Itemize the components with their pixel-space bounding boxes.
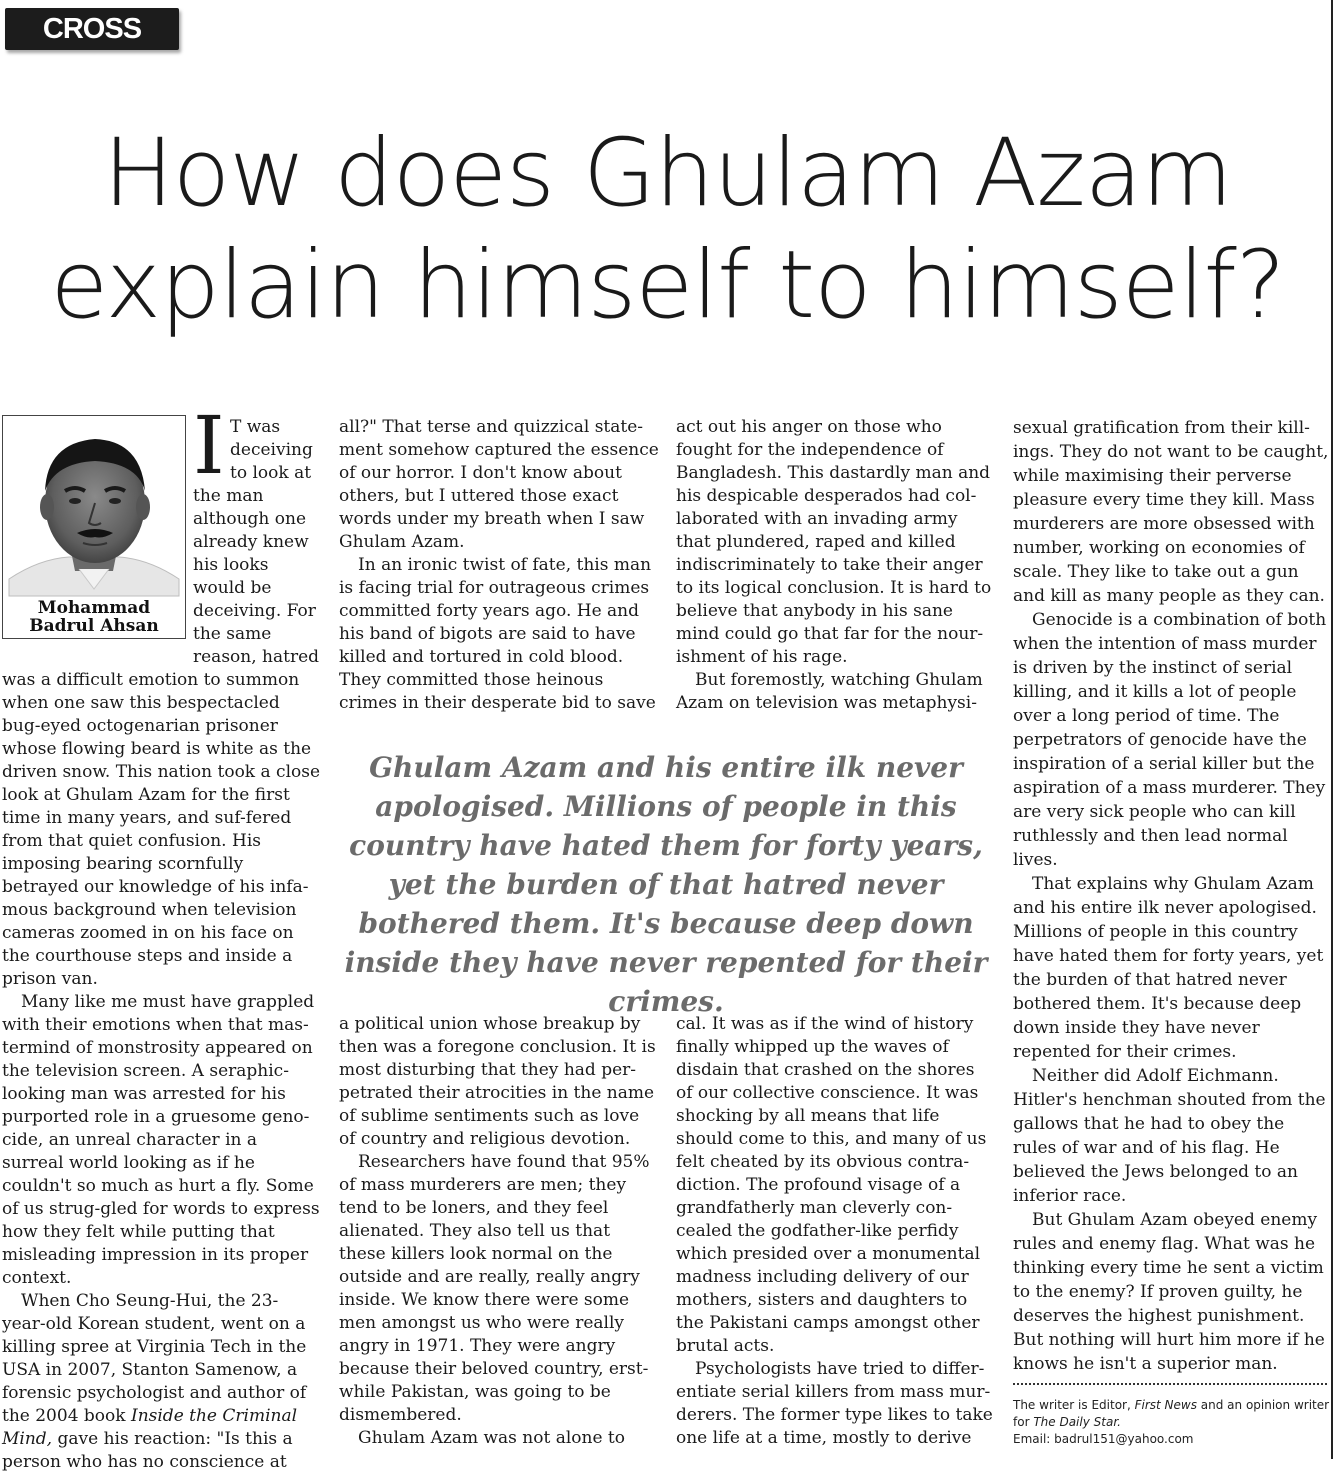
- paragraph: But Ghulam Azam obeyed enemy rules and enemy flag. What was he thinking every time he sent a victim to the enemy? If proven guilty, he deserves the highest punishment. But nothing will hurt him more if he knows he isn't a superior man.: [1013, 1210, 1325, 1374]
- intro-line: T was: [230, 417, 281, 437]
- headline-line-1: How does Ghulam Azam: [103, 119, 1232, 228]
- author-byline: [3, 599, 185, 635]
- paragraph: That explains why Ghulam Azam and his entire ilk never apologised. Millions of people in this country have hated them for forty years, yet the burden of that hatred never bothered them. It's because deep down inside they have never repented for their crimes.: [1013, 874, 1324, 1062]
- paragraph: sexual gratification from their kill-ings. They do not want to be caught, while maximising their perverse pleasure every time they kill. Mass murderers are more obsessed with number, working on economies of scale. They like to take out a gun and kill as many people as they can.: [1013, 418, 1329, 606]
- drop-cap: I: [193, 399, 225, 492]
- intro-line: already knew: [193, 532, 309, 552]
- intro-line: would be: [193, 578, 272, 598]
- column-4: [1013, 416, 1331, 1376]
- author-photo-box: [2, 415, 186, 639]
- paragraph: Neither did Adolf Eichmann. Hitler's henchman shouted from the gallows that he had to obey the rules of war and of his flag. He believed the Jews belonged to an inferior race.: [1013, 1066, 1326, 1206]
- intro-line: although one: [193, 509, 307, 529]
- paragraph: Many like me must have grappled with their emotions when that mas-termind of monstrosity appeared on the television screen. A seraphic-looking man was arrested for his purported role in a gruesome geno-cide, an unreal character in a surreal world looking as if he couldn't so much as hurt a fly. Some of us strug-gled for words to express how they felt while putting that misleading impression in its proper context.: [2, 992, 320, 1288]
- paragraph: Ghulam Azam was not alone to: [358, 1428, 625, 1448]
- dotted-separator: [1013, 1383, 1327, 1385]
- author-email: Email: badrul151@yahoo.com: [1013, 1432, 1194, 1446]
- intro-lines-beside-photo: [193, 416, 321, 669]
- intro-line: the same: [193, 624, 272, 644]
- section-kicker: CROSS TALK: [5, 8, 179, 50]
- paragraph: a political union whose breakup by then was a foregone conclusion. It is most disturbing that they had per-petrated their atrocities in the name of sublime sentiments such as love of country and religious devotion.: [339, 1014, 656, 1149]
- paragraph: act out his anger on those who fought for the independence of Bangladesh. This dastardly man and his despicable desperados had col-laborated with an invading army that plundered, raped and killed indiscriminately to take their anger to its logical conclusion. It is hard to believe that anybody in his sane mind could go that far for the nour-ishment of his rage.: [676, 417, 992, 667]
- intro-line: the man: [193, 486, 264, 506]
- intro-line: deceiving: [230, 440, 313, 460]
- column-3-top: [676, 416, 996, 715]
- publication-name: First News: [1134, 1398, 1197, 1412]
- column-3-bottom: [676, 1013, 996, 1450]
- intro-line: his looks: [193, 555, 269, 575]
- headline-line-2: explain himself to himself?: [50, 231, 1285, 340]
- paragraph: cal. It was as if the wind of history finally whipped up the waves of disdain that crashed on the shores of our collective conscience. It was shocking by all means that life should come to this, and many of us felt cheated by its obvious contra-diction. The profound visage of a grandfatherly man cleverly con-cealed the godfather-like perfidy which presided over a monumental madness including delivery of our mothers, sisters and daughters to the Pakistani camps amongst other brutal acts.: [676, 1014, 987, 1356]
- column-2-bottom: [339, 1013, 660, 1450]
- book-title: Inside the Criminal Mind,: [2, 1406, 298, 1449]
- pull-quote: Ghulam Azam and his entire ilk never apologised. Millions of people in this country have hated them for forty years, yet the burden of that hatred never bothered them. It's because deep down inside they have never repented for their crimes.: [344, 751, 988, 1018]
- paragraph: Researchers have found that 95% of mass murderers are men; they tend to be loners, and they feel alienated. They also tell us that these killers look normal on the outside and are really, really angry inside. We know there were some men amongst us who were really angry in 1971. They were angry because their beloved country, erst-while Pakistan, was going to be dismembered.: [339, 1152, 650, 1425]
- paragraph: all?" That terse and quizzical state-ment somehow captured the essence of our horror. I don't know about others, but I uttered those exact words under my breath when I saw Ghulam Azam.: [339, 417, 659, 552]
- column-1: [2, 669, 321, 1474]
- author-credit: [1013, 1397, 1331, 1448]
- author-photo: [9, 421, 179, 596]
- intro-line: deceiving. For: [193, 601, 316, 621]
- author-name-line-1: Mohammad: [37, 598, 151, 618]
- credit-text: The writer is Editor, First News and an opinion writer for The Daily Star.: [1013, 1398, 1330, 1429]
- headline: [0, 118, 1335, 342]
- paragraph: When Cho Seung-Hui, the 23-year-old Korean student, went on a killing spree at Virginia Tech in the USA in 2007, Stanton Samenow, a forensic psychologist and author of the 2004 book Inside the Criminal Mind, gave his reaction: "Is this a person who has no conscience at: [2, 1291, 307, 1472]
- paragraph: But foremostly, watching Ghulam Azam on television was metaphysi-: [676, 670, 983, 713]
- paragraph: was a difficult emotion to summon when one saw this bespectacled bug-eyed octogenarian prisoner whose flowing beard is white as the driven snow. This nation took a close look at Ghulam Azam for the first time in many years, and suf-fered from that quiet confusion. His imposing bearing scornfully betrayed our knowledge of his infa-mous background when television cameras zoomed in on his face on the courthouse steps and inside a prison van.: [2, 670, 321, 989]
- paragraph: Genocide is a combination of both when the intention of mass murder is driven by the instinct of serial killing, and it kills a lot of people over a long period of time. The perpetrators of genocide have the inspiration of a serial killer but the aspiration of a mass murderer. They are very sick people who can kill ruthlessly and then lead normal lives.: [1013, 610, 1327, 870]
- paragraph: In an ironic twist of fate, this man is facing trial for outrageous crimes committed forty years ago. He and his band of bigots are said to have killed and tortured in cold blood. They committed those heinous crimes in their desperate bid to save: [339, 555, 656, 713]
- author-name-line-2: Badrul Ahsan: [29, 616, 159, 636]
- column-2-top: [339, 416, 660, 715]
- intro-line: to look at: [230, 463, 312, 483]
- publication-name: The Daily Star.: [1033, 1415, 1121, 1429]
- paragraph: Psychologists have tried to differ-entiate serial killers from mass mur-derers. The former type likes to take one life at a time, mostly to derive: [676, 1359, 993, 1448]
- intro-line: reason, hatred: [193, 647, 320, 667]
